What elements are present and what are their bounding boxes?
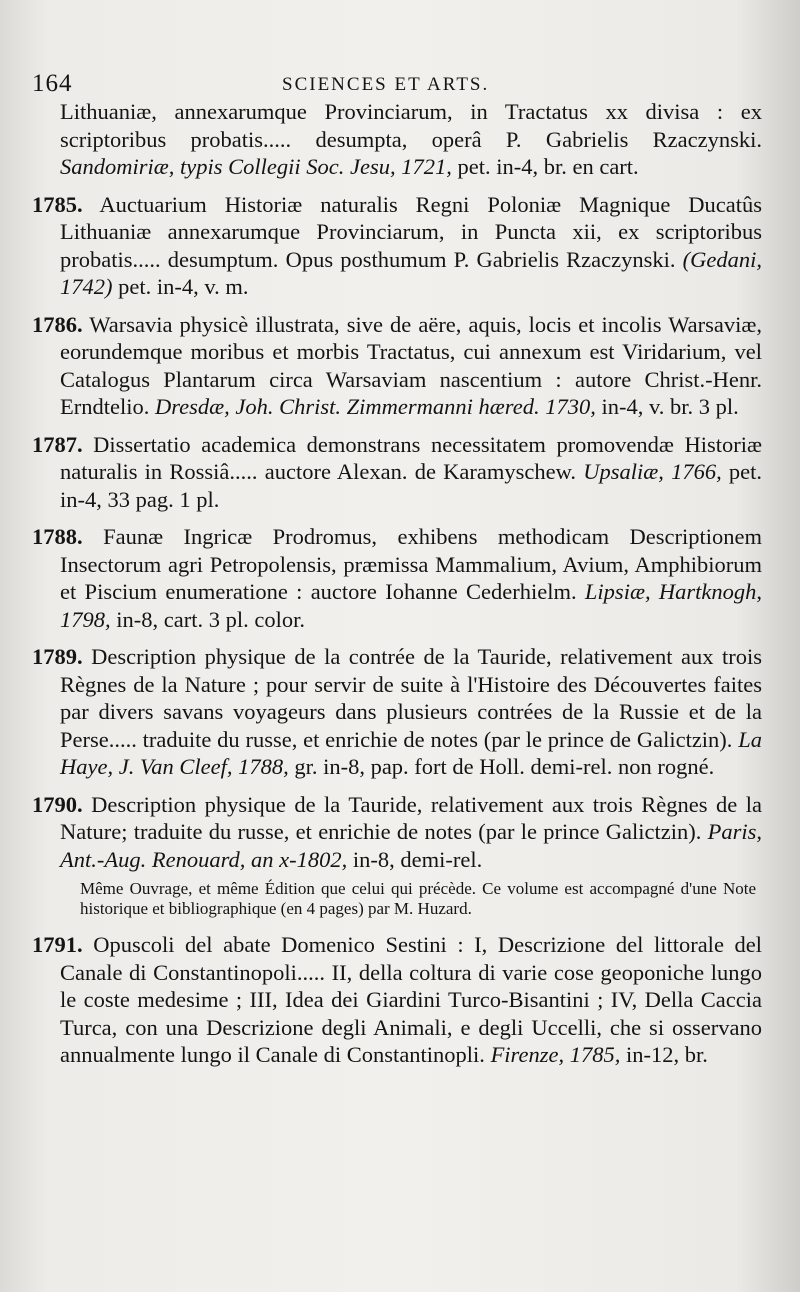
bibliography-entry bbox=[32, 523, 762, 633]
entry-format: pet. in-4, 33 pag. 1 pl. bbox=[60, 459, 763, 512]
running-title: SCIENCES ET ARTS. bbox=[282, 74, 490, 95]
entry-number: 1788. bbox=[32, 524, 83, 549]
entry-format: pet. in-4, br. en cart. bbox=[457, 154, 639, 179]
entry-format: in-4, v. br. 3 pl. bbox=[601, 394, 739, 419]
bibliography-entry bbox=[32, 311, 762, 421]
bibliography-entry bbox=[32, 191, 762, 301]
bibliography-entry bbox=[32, 643, 762, 781]
entry-imprint: Firenze, 1785, bbox=[490, 1042, 621, 1067]
page-header bbox=[32, 52, 762, 97]
bibliography-entry bbox=[32, 431, 762, 514]
entry-imprint: Lipsiæ, Hartknogh, 1798, bbox=[60, 579, 763, 632]
entry-imprint: Dresdæ, Joh. Christ. Zimmermanni hæred. 1730, bbox=[154, 394, 596, 419]
entry-title: Description physique de la contrée de la Tauride, relativement aux trois Règnes de la Nature ; pour servir de suite à l'Histoire des Découvertes faites par divers savans voyageurs dans plusieurs contrées de la Russie et de la Perse..... traduite du russe, et enrichie de notes (par le prince de Galictzin). bbox=[60, 644, 762, 752]
bibliography-entry bbox=[32, 98, 762, 181]
entry-title: Description physique de la Tauride, relativement aux trois Règnes de la Nature; traduite du russe, et enrichie de notes (par le prince Galictzin). bbox=[60, 791, 762, 844]
entry-number: 1790. bbox=[32, 791, 83, 817]
page-number: 164 bbox=[32, 70, 73, 97]
entry-format: pet. in-4, v. m. bbox=[118, 274, 249, 299]
entry-format: in-8, cart. 3 pl. color. bbox=[116, 606, 305, 632]
entry-number: 1789. bbox=[32, 644, 83, 669]
bibliography-entry bbox=[32, 791, 762, 874]
entry-title: Faunæ Ingricæ Prodromus, exhibens methodicam Descriptionem Insectorum agri Petropolensis, præmissa Mammalium, Avium, Amphibiorum et Piscium enumeratione : auctore Iohanne Cederhielm. bbox=[60, 524, 763, 604]
entry-note: Même Ouvrage, et même Édition que celui qui précède. Ce volume est accompagné d'une Note historique et bibliographique (en 4 pages) par M. Huzard. bbox=[80, 879, 756, 918]
bibliography-entry bbox=[32, 931, 762, 1069]
entry-number: 1791. bbox=[32, 932, 83, 957]
entry-number: 1785. bbox=[32, 191, 83, 217]
entry-number: 1787. bbox=[32, 431, 83, 457]
entry-number: 1786. bbox=[32, 311, 83, 337]
entry-format: in-12, br. bbox=[625, 1042, 708, 1067]
entry-title: Dissertatio academica demonstrans necessitatem promovendæ Historiæ naturalis in Rossiâ..... auctore Alexan. de Karamyschew. bbox=[60, 431, 762, 484]
entry-format: gr. in-8, pap. fort de Holl. demi-rel. non rogné. bbox=[294, 754, 715, 779]
entry-imprint: La Haye, J. Van Cleef, 1788, bbox=[60, 726, 762, 779]
bibliography-entries bbox=[32, 98, 762, 1069]
entry-title: Lithuaniæ, annexarumque Provinciarum, in Tractatus xx divisa : ex scriptoribus probatis..... desumpta, operâ P. Gabrielis Rzaczynski. bbox=[60, 99, 762, 152]
entry-imprint: Sandomiriæ, typis Collegii Soc. Jesu, 1721, bbox=[60, 154, 452, 179]
entry-title: Opuscoli del abate Domenico Sestini : I, Descrizione del littorale del Canale di Constantinopoli..... II, della coltura di varie cose geoponiche lungo le coste medesime ; III, Idea dei Giardini Turco-Bisantini ; IV, Della Caccia Turca, con una Descrizione degli Animali, e degli Uccelli, che si osservano annualmente lungo il Canale di Constantinopli. bbox=[60, 932, 762, 1067]
entry-format: in-8, demi-rel. bbox=[352, 846, 483, 872]
entry-title: Auctuarium Historiæ naturalis Regni Poloniæ Magnique Ducatûs Lithuaniæ annexarumque Provinciarum, in Puncta xii, ex scriptoribus probatis..... desumptum. Opus posthumum P. Gabrielis Rzaczynski. bbox=[60, 191, 762, 272]
entry-imprint: Paris, Ant.-Aug. Renouard, an x-1802, bbox=[60, 819, 762, 872]
entry-imprint: (Gedani, 1742) bbox=[60, 246, 762, 299]
entry-imprint: Upsaliæ, 1766, bbox=[583, 459, 722, 484]
entry-title: Warsavia physicè illustrata, sive de aëre, aquis, locis et incolis Warsaviæ, eorundemque moribus et morbis Tractatus, cui annexum est Viridarium, vel Catalogus Plantarum circa Warsaviam nascentium : autore Christ.-Henr. Erndtelio. bbox=[60, 311, 762, 419]
